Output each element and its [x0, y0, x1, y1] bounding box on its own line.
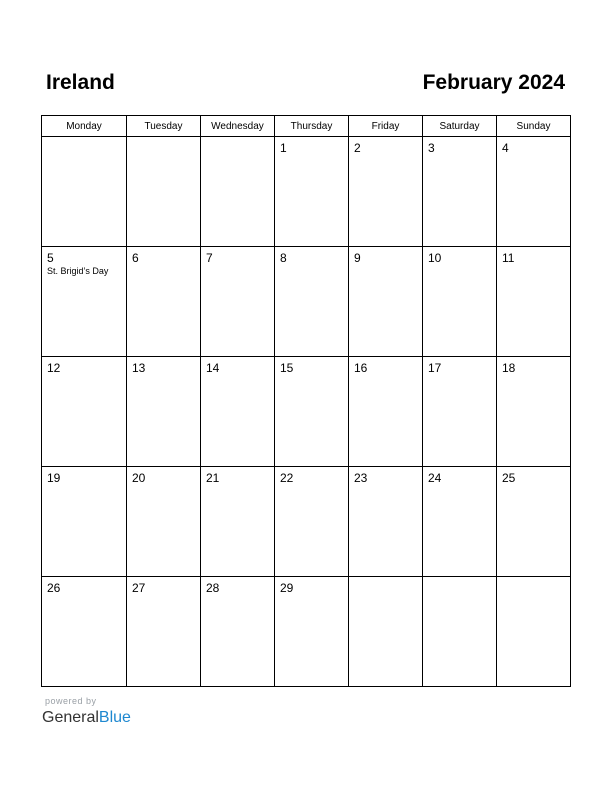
day-cell	[423, 247, 497, 357]
day-cell	[201, 467, 275, 577]
day-number: 27	[132, 581, 146, 595]
day-cell	[349, 577, 423, 687]
day-cell	[127, 357, 201, 467]
week-row	[42, 467, 571, 577]
weekday-header: Sunday	[497, 116, 571, 137]
weekday-header: Saturday	[423, 116, 497, 137]
month-title: February 2024	[422, 71, 565, 94]
day-number: 17	[428, 361, 442, 375]
day-number	[201, 137, 274, 141]
day-cell	[201, 137, 275, 247]
day-number: 4	[502, 141, 509, 155]
day-cell	[127, 577, 201, 687]
day-cell	[201, 247, 275, 357]
day-number: 15	[280, 361, 294, 375]
day-cell	[497, 137, 571, 247]
day-number	[423, 577, 496, 581]
day-number: 21	[206, 471, 220, 485]
day-cell	[349, 467, 423, 577]
footer	[42, 696, 131, 728]
day-cell	[42, 577, 127, 687]
day-cell	[349, 357, 423, 467]
weekday-header-row	[42, 116, 571, 137]
day-number: 25	[502, 471, 516, 485]
day-cell	[497, 357, 571, 467]
day-number: 1	[280, 141, 287, 155]
day-cell	[127, 137, 201, 247]
generalblue-logo[interactable]	[42, 708, 131, 728]
day-number: 3	[428, 141, 435, 155]
day-cell	[127, 467, 201, 577]
brand-blue-text: Blue	[98, 709, 131, 726]
day-cell	[497, 247, 571, 357]
day-cell	[127, 247, 201, 357]
weekday-header: Thursday	[275, 116, 349, 137]
day-cell	[497, 467, 571, 577]
day-number: 24	[428, 471, 442, 485]
day-cell	[423, 467, 497, 577]
day-number: 28	[206, 581, 220, 595]
day-cell	[423, 137, 497, 247]
day-number: 14	[206, 361, 220, 375]
day-number	[127, 137, 200, 141]
weekday-header: Friday	[349, 116, 423, 137]
day-number: 8	[280, 251, 287, 265]
holiday-label: St. Brigid’s Day	[47, 266, 109, 276]
powered-by-text: powered by	[45, 696, 97, 706]
day-number	[42, 137, 126, 141]
day-number: 23	[354, 471, 368, 485]
day-cell	[42, 357, 127, 467]
day-cell	[42, 137, 127, 247]
day-cell	[349, 137, 423, 247]
day-number: 2	[354, 141, 361, 155]
day-cell	[275, 467, 349, 577]
week-row	[42, 577, 571, 687]
day-number	[349, 577, 422, 581]
day-number: 9	[354, 251, 361, 265]
day-cell	[201, 357, 275, 467]
day-number: 19	[47, 471, 61, 485]
day-number: 20	[132, 471, 146, 485]
day-cell	[497, 577, 571, 687]
day-number: 26	[47, 581, 61, 595]
day-number: 18	[502, 361, 516, 375]
week-row	[42, 247, 571, 357]
day-number: 29	[280, 581, 294, 595]
day-number	[497, 577, 570, 581]
brand-general-text: General	[42, 709, 99, 726]
day-number: 7	[206, 251, 213, 265]
day-number: 6	[132, 251, 139, 265]
day-number: 12	[47, 361, 61, 375]
weekday-header: Monday	[42, 116, 127, 137]
day-cell	[423, 577, 497, 687]
day-cell	[275, 577, 349, 687]
day-number: 16	[354, 361, 368, 375]
day-number: 10	[428, 251, 442, 265]
week-row	[42, 357, 571, 467]
weekday-header: Wednesday	[201, 116, 275, 137]
day-cell	[423, 357, 497, 467]
day-number: 13	[132, 361, 146, 375]
day-cell	[42, 247, 127, 357]
country-title: Ireland	[46, 71, 115, 94]
day-cell	[349, 247, 423, 357]
day-cell	[275, 357, 349, 467]
day-number: 5	[47, 251, 54, 265]
weekday-header: Tuesday	[127, 116, 201, 137]
day-cell	[42, 467, 127, 577]
week-row	[42, 137, 571, 247]
day-cell	[201, 577, 275, 687]
day-cell	[275, 137, 349, 247]
calendar-grid	[41, 115, 571, 687]
day-number: 11	[502, 251, 515, 265]
day-cell	[275, 247, 349, 357]
day-number: 22	[280, 471, 294, 485]
